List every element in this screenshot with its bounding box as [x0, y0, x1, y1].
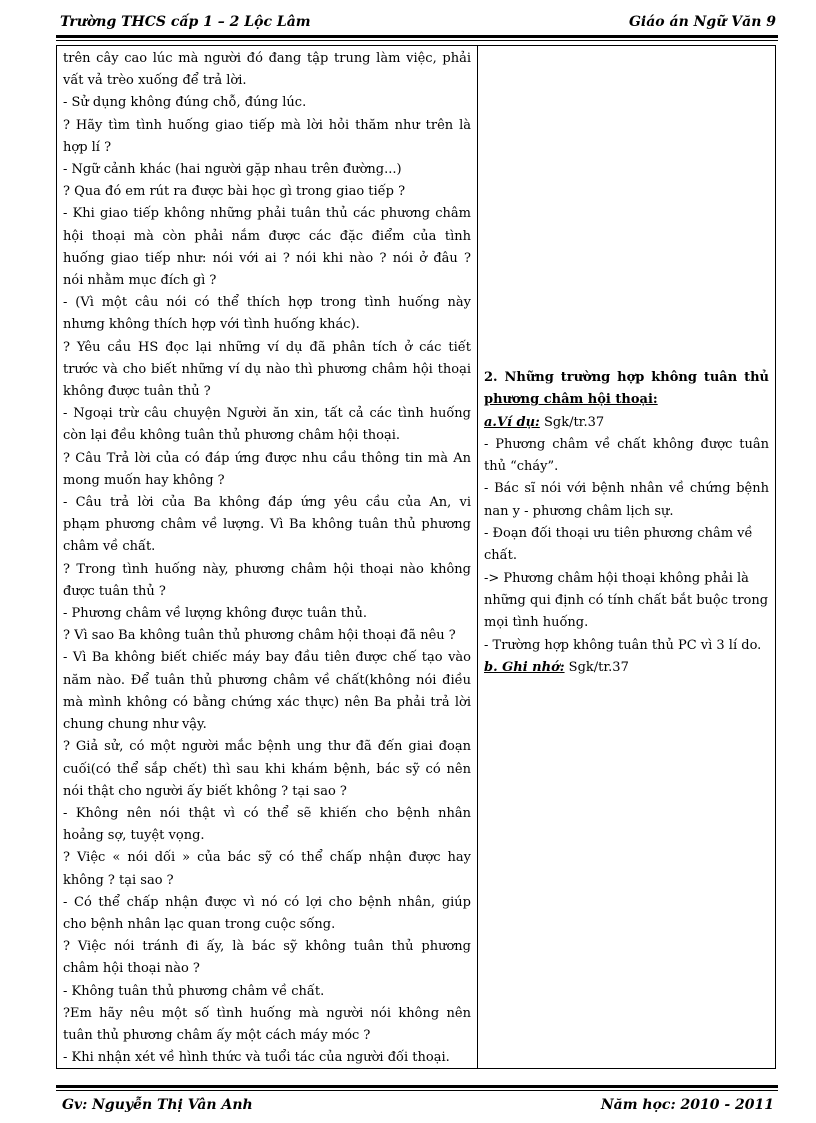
left-line: - Câu trả lời của Ba không đáp ứng yêu cầu của An, vi	[63, 495, 471, 511]
left-line: ? Giả sử, có một người mắc bệnh ung thư đã đến giai đoạn	[63, 739, 471, 755]
footer-teacher: Gv: Nguyễn Thị Vân Anh	[62, 1097, 253, 1113]
footer-year: Năm học: 2010 - 2011	[600, 1097, 774, 1113]
left-line: phạm phương châm về lượng. Vì Ba không tuân thủ phương	[63, 517, 471, 533]
left-line: châm hội thoại nào ?	[63, 961, 200, 977]
header-rule-thin	[56, 40, 778, 41]
left-line: trên cây cao lúc mà người đó đang tập trung làm việc, phải	[63, 51, 471, 66]
footer-rule-thin	[56, 1090, 778, 1091]
right-line: mọi tình huống.	[484, 615, 589, 631]
note-row	[484, 657, 769, 679]
left-line: nhưng không thích hợp với tình huống khác).	[63, 317, 360, 333]
right-line: chất.	[484, 548, 517, 564]
lesson-table	[56, 45, 776, 1069]
left-line: cho bệnh nhân lạc quan trong cuộc sống.	[63, 916, 336, 932]
left-line: - Ngữ cảnh khác (hai người gặp nhau trên đường...)	[63, 162, 402, 178]
left-line: - (Vì một câu nói có thể thích hợp trong tình huống này	[63, 295, 471, 311]
left-line: vất vả trèo xuống để trả lời.	[63, 73, 247, 89]
left-line: mà mình không có bằng chứng xác thực) nên Ba phải trả lời	[63, 694, 471, 710]
right-line: thủ “cháy”.	[484, 459, 559, 475]
left-line: huống giao tiếp như: nói với ai ? nói khi nào ? nói ở đâu ?	[63, 250, 471, 266]
left-line: ? Hãy tìm tình huống giao tiếp mà lời hỏi thăm như trên là	[63, 117, 471, 133]
left-column	[57, 46, 478, 1068]
left-line: mong muốn hay không ?	[63, 472, 225, 488]
left-line: không được tuân thủ ?	[63, 384, 211, 400]
left-line: châm về chất.	[63, 539, 156, 555]
example-ref: Sgk/tr.37	[539, 414, 605, 430]
section-non-compliance	[484, 367, 769, 679]
left-line: không ? tại sao ?	[63, 872, 174, 888]
right-line: nan y - phương châm lịch sự.	[484, 503, 674, 519]
left-line: ?Em hãy nêu một số tình huống mà người nói không nên	[63, 1005, 471, 1021]
left-line: - Vì Ba không biết chiếc máy bay đầu tiên được chế tạo vào	[63, 650, 471, 666]
note-label: b. Ghi nhớ:	[484, 659, 565, 675]
left-line: - Phương châm về lượng không được tuân thủ.	[63, 606, 367, 622]
left-line: năm nào. Để tuân thủ phương châm về chất(không nói điều	[63, 672, 471, 688]
example-label: a.Ví dụ:	[484, 414, 540, 430]
right-line: - Trường hợp không tuân thủ PC vì 3 lí do.	[484, 637, 762, 653]
right-line: những qui định có tính chất bắt buộc trong	[484, 592, 769, 608]
right-line: -> Phương châm hội thoại không phải là	[484, 570, 749, 586]
header-subject: Giáo án Ngữ Văn 9	[628, 14, 776, 30]
header-rule-thick	[56, 35, 778, 38]
left-line: - Có thể chấp nhận được vì nó có lợi cho bệnh nhân, giúp	[63, 894, 471, 910]
left-line: ? Việc nói tránh đi ấy, là bác sỹ không tuân thủ phương	[63, 939, 471, 955]
left-line: nói nhằm mục đích gì ?	[63, 273, 217, 289]
header-school: Trường THCS cấp 1 – 2 Lộc Lâm	[60, 14, 311, 30]
left-line: được tuân thủ ?	[63, 583, 166, 599]
left-line: trước và cho biết những ví dụ nào thì phương châm hội thoại	[63, 361, 471, 377]
section-heading: 2. Những trường hợp không tuân thủ	[484, 370, 769, 385]
footer-rule-thick	[56, 1085, 778, 1088]
left-line: ? Qua đó em rút ra được bài học gì trong giao tiếp ?	[63, 184, 406, 200]
left-line: hợp lí ?	[63, 139, 112, 155]
left-line: hoảng sợ, tuyệt vọng.	[63, 828, 205, 844]
example-row	[484, 412, 769, 434]
right-line: - Bác sĩ nói với bệnh nhân về chứng bệnh	[484, 481, 769, 497]
left-line: chung chung như vậy.	[63, 717, 207, 733]
left-line: - Không tuân thủ phương châm về chất.	[63, 983, 325, 999]
left-line: còn lại đều không tuân thủ phương châm hội thoại.	[63, 428, 401, 444]
left-line: ? Vì sao Ba không tuân thủ phương châm hội thoại đã nêu ?	[63, 628, 456, 644]
left-line: - Sử dụng không đúng chỗ, đúng lúc.	[63, 95, 307, 111]
section-heading-cont: phương châm hội thoại:	[484, 392, 658, 408]
left-line: nói thật cho người ấy biết không ? tại sao ?	[63, 783, 347, 799]
left-line: ? Trong tình huống này, phương châm hội thoại nào không	[63, 561, 471, 577]
left-line: - Không nên nói thật vì có thể sẽ khiến cho bệnh nhân	[63, 805, 471, 821]
left-line: ? Việc « nói dối » của bác sỹ có thể chấp nhận được hay	[63, 850, 471, 866]
left-line: cuối(có thể sắp chết) thì sau khi khám bệnh, bác sỹ có nên	[63, 761, 471, 777]
left-line: tuân thủ phương châm ấy một cách máy móc ?	[63, 1027, 371, 1043]
right-column	[478, 46, 775, 1068]
left-line: ? Câu Trả lời của có đáp ứng được nhu cầu thông tin mà An	[63, 450, 471, 466]
left-line: - Ngoại trừ câu chuyện Người ăn xin, tất cả các tình huống	[63, 406, 471, 422]
right-line: - Phương châm về chất không được tuân	[484, 436, 769, 452]
note-ref: Sgk/tr.37	[564, 659, 629, 675]
left-line: - Khi giao tiếp không những phải tuân thủ các phương châm	[63, 206, 471, 222]
right-line: - Đoạn đối thoại ưu tiên phương châm về	[484, 526, 753, 542]
left-line: - Khi nhận xét về hình thức và tuổi tác của người đối thoại.	[63, 1050, 450, 1066]
left-line: ? Yêu cầu HS đọc lại những ví dụ đã phân tích ở các tiết	[63, 339, 471, 355]
left-line: hội thoại mà còn phải nắm được các đặc điểm của tình	[63, 228, 471, 244]
